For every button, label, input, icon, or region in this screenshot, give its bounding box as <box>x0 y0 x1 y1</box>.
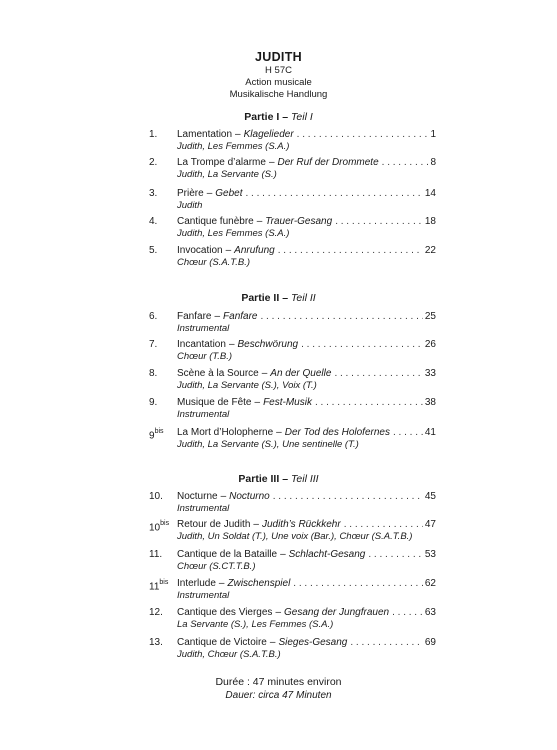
entry-title-french: Incantation <box>177 339 226 350</box>
entry-title-german: Judith’s Rückkehr <box>261 519 341 530</box>
toc-entry <box>0 396 557 424</box>
entry-number <box>149 156 157 169</box>
entry-title-line <box>177 636 436 649</box>
entry-title-german: Der Tod des Holofernes <box>284 427 390 438</box>
entry-number <box>149 128 157 141</box>
part-separator: – <box>282 111 289 123</box>
entry-voices: Instrumental <box>177 323 230 334</box>
entry-voices: Judith <box>177 200 203 211</box>
entry-separator: – <box>253 519 259 530</box>
entry-title-french: Retour de Judith <box>177 519 251 530</box>
entry-title-line <box>177 310 436 323</box>
entry-title-german: Klagelieder <box>243 129 294 140</box>
page-number: 63 <box>424 607 436 618</box>
entry-number <box>149 187 157 200</box>
entry-number-value: 11. <box>149 549 163 560</box>
part-label-german: Teil II <box>290 292 316 304</box>
entry-number-value: 10 <box>149 522 161 534</box>
entry-voices: Judith, La Servante (S.) <box>177 169 277 180</box>
entry-separator: – <box>218 578 225 589</box>
entry-number-value: 12. <box>149 607 163 618</box>
entry-title-german: Trauer-Gesang <box>265 216 333 227</box>
part-heading <box>0 473 557 486</box>
entry-separator: – <box>275 607 281 618</box>
entry-number-value: 9 <box>149 430 155 442</box>
entry-voices: Judith, Les Femmes (S.A.) <box>177 228 290 239</box>
page-number: 14 <box>424 188 436 199</box>
entry-number-value: 4. <box>149 216 158 227</box>
part-heading <box>0 292 557 305</box>
entry-number-suffix: bis <box>154 428 164 435</box>
entry-title-line <box>177 548 436 561</box>
toc-entry <box>0 128 557 156</box>
entry-title-line <box>177 518 436 531</box>
entry-title-line <box>177 187 436 200</box>
subtitle-german: Musikalische Handlung <box>229 89 328 100</box>
page-number: 53 <box>424 549 436 560</box>
entry-title-french: Cantique des Vierges <box>177 607 273 618</box>
dot-leader <box>315 396 423 409</box>
entry-title-french: Invocation <box>177 245 223 256</box>
entry-title-german: Zwischenspiel <box>227 578 291 589</box>
entry-number-suffix: bis <box>160 520 170 527</box>
toc-entry <box>0 367 557 395</box>
dot-leader <box>293 577 423 590</box>
entry-title-french: Prière <box>177 188 204 199</box>
entry-voices: Instrumental <box>177 503 230 514</box>
entry-separator: – <box>256 216 263 227</box>
page-number: 41 <box>424 427 436 438</box>
entry-title-german: An der Quelle <box>270 368 332 379</box>
entry-separator: – <box>206 188 213 199</box>
part-label-german: Teil I <box>290 111 313 123</box>
entry-separator: – <box>228 339 235 350</box>
entry-number-value: 1. <box>149 129 158 140</box>
entry-number-suffix: bis <box>159 579 169 586</box>
toc-entry <box>0 636 557 664</box>
page-number: 26 <box>424 339 436 350</box>
dot-leader <box>393 426 423 439</box>
entry-title-french: Cantique de la Bataille <box>177 549 278 560</box>
duration-french: Durée : 47 minutes environ <box>215 676 342 688</box>
work-header <box>0 50 557 101</box>
entry-voices: Instrumental <box>177 590 230 601</box>
entry-title-line <box>177 426 436 439</box>
entry-separator: – <box>235 129 241 140</box>
dot-leader <box>273 490 423 503</box>
part-label-french: Partie I <box>244 111 280 123</box>
entry-number <box>149 367 157 380</box>
entry-title-french: Nocturne <box>177 491 218 502</box>
entry-title-german: Beschwörung <box>237 339 299 350</box>
toc-entry <box>0 187 557 215</box>
entry-title-german: Sieges-Gesang <box>278 637 348 648</box>
entry-title-french: Cantique funèbre <box>177 216 254 227</box>
page-number: 45 <box>424 491 436 502</box>
entry-title-french: Fanfare <box>177 311 212 322</box>
entry-number-value: 13. <box>149 637 163 648</box>
entry-separator: – <box>254 397 261 408</box>
dot-leader <box>334 367 422 380</box>
entry-separator: – <box>214 311 221 322</box>
entry-title-french: Musique de Fête <box>177 397 252 408</box>
dot-leader <box>344 518 423 531</box>
entry-title-german: Nocturno <box>229 491 270 502</box>
work-title: JUDITH <box>255 50 302 64</box>
dot-leader <box>350 636 423 649</box>
entry-title-french: La Trompe d’alarme <box>177 157 266 168</box>
dot-leader <box>278 244 423 257</box>
part-label-french: Partie II <box>241 292 280 304</box>
entry-number <box>149 310 157 323</box>
entry-number <box>149 396 157 409</box>
part-separator: – <box>282 473 289 485</box>
part-label-german: Teil III <box>290 473 319 485</box>
part-heading <box>0 111 557 124</box>
toc-entry <box>0 426 557 454</box>
entry-number <box>149 338 157 351</box>
dot-leader <box>246 187 423 200</box>
entry-separator: – <box>268 157 275 168</box>
entry-title-line <box>177 606 436 619</box>
dot-leader <box>261 310 423 323</box>
duration-footer <box>0 676 557 702</box>
entry-title-french: Interlude <box>177 578 216 589</box>
entry-separator: – <box>280 549 286 560</box>
entry-number <box>149 636 163 649</box>
toc-entry <box>0 490 557 518</box>
dot-leader <box>368 548 423 561</box>
entry-title-french: Lamentation <box>177 129 233 140</box>
entry-title-line <box>177 367 436 380</box>
entry-voices: La Servante (S.), Les Femmes (S.A.) <box>177 619 334 630</box>
entry-title-line <box>177 156 436 169</box>
dot-leader <box>382 156 429 169</box>
page-number: 22 <box>424 245 436 256</box>
entry-number-value: 2. <box>149 157 158 168</box>
entry-number-value: 10. <box>149 491 163 502</box>
entry-number <box>149 215 157 228</box>
page-number: 69 <box>424 637 436 648</box>
page-number: 33 <box>424 368 436 379</box>
entry-title-german: Fest-Musik <box>263 397 312 408</box>
entry-separator: – <box>225 245 232 256</box>
entry-separator: – <box>269 637 276 648</box>
entry-voices: Judith, Chœur (S.A.T.B.) <box>177 649 281 660</box>
entry-number <box>149 518 169 534</box>
entry-number-value: 5. <box>149 245 158 256</box>
page-number: 38 <box>424 397 436 408</box>
duration-german: Dauer: circa 47 Minuten <box>225 690 332 701</box>
entry-title-german: Der Ruf der Drommete <box>277 157 379 168</box>
toc-entry <box>0 244 557 272</box>
page-number: 18 <box>424 216 436 227</box>
toc-entry <box>0 156 557 184</box>
entry-title-french: Scène à la Source <box>177 368 259 379</box>
entry-title-german: Gesang der Jungfrauen <box>284 607 390 618</box>
entry-title-line <box>177 490 436 503</box>
toc-entry <box>0 548 557 576</box>
part-label-french: Partie III <box>238 473 280 485</box>
dot-leader <box>335 215 423 228</box>
entry-separator: – <box>276 427 282 438</box>
entry-title-line <box>177 396 436 409</box>
toc-entry <box>0 338 557 366</box>
entry-voices: Chœur (S.CT.T.B.) <box>177 561 256 572</box>
entry-title-german: Gebet <box>215 188 243 199</box>
dot-leader <box>297 128 429 141</box>
entry-number-value: 3. <box>149 188 158 199</box>
entry-number <box>149 577 168 593</box>
entry-title-french: Cantique de Victoire <box>177 637 267 648</box>
entry-number-value: 9. <box>149 397 158 408</box>
entry-voices: Judith, Les Femmes (S.A.) <box>177 141 290 152</box>
dot-leader <box>301 338 423 351</box>
page-number: 1 <box>430 129 436 140</box>
entry-title-line <box>177 128 436 141</box>
entry-number-value: 8. <box>149 368 158 379</box>
entry-title-line <box>177 577 436 590</box>
entry-number-value: 7. <box>149 339 158 350</box>
entry-number-value: 6. <box>149 311 158 322</box>
toc-entry <box>0 310 557 338</box>
part-separator: – <box>282 292 289 304</box>
entry-title-french: La Mort d’Holopherne <box>177 427 274 438</box>
entry-title-german: Anrufung <box>234 245 275 256</box>
entry-voices: Judith, Un Soldat (T.), Une voix (Bar.), Chœur (S.A.T.B.) <box>177 531 413 542</box>
entry-title-line <box>177 244 436 257</box>
entry-separator: – <box>261 368 268 379</box>
toc-entry <box>0 215 557 243</box>
catalog-number: H 57C <box>265 65 292 76</box>
entry-number <box>149 426 164 442</box>
page-number: 25 <box>424 311 436 322</box>
entry-title-line <box>177 215 436 228</box>
entry-separator: – <box>220 491 227 502</box>
dot-leader <box>392 606 423 619</box>
entry-voices: Chœur (T.B.) <box>177 351 233 362</box>
entry-number <box>149 490 163 503</box>
entry-title-line <box>177 338 436 351</box>
entry-number <box>149 548 162 561</box>
entry-title-german: Fanfare <box>223 311 258 322</box>
entry-title-german: Schlacht-Gesang <box>288 549 366 560</box>
page-number: 47 <box>424 519 436 530</box>
subtitle-french: Action musicale <box>245 77 312 88</box>
entry-voices: Instrumental <box>177 409 230 420</box>
toc-entry <box>0 606 557 634</box>
page-number: 62 <box>424 578 436 589</box>
entry-voices: Chœur (S.A.T.B.) <box>177 257 251 268</box>
entry-voices: Judith, La Servante (S.), Une sentinelle (T.) <box>177 439 359 450</box>
entry-number-value: 11 <box>149 581 160 593</box>
entry-number <box>149 244 157 257</box>
entry-number <box>149 606 163 619</box>
toc-entry <box>0 518 557 546</box>
entry-voices: Judith, La Servante (S.), Voix (T.) <box>177 380 317 391</box>
toc-entry <box>0 577 557 605</box>
page-number: 8 <box>430 157 436 168</box>
